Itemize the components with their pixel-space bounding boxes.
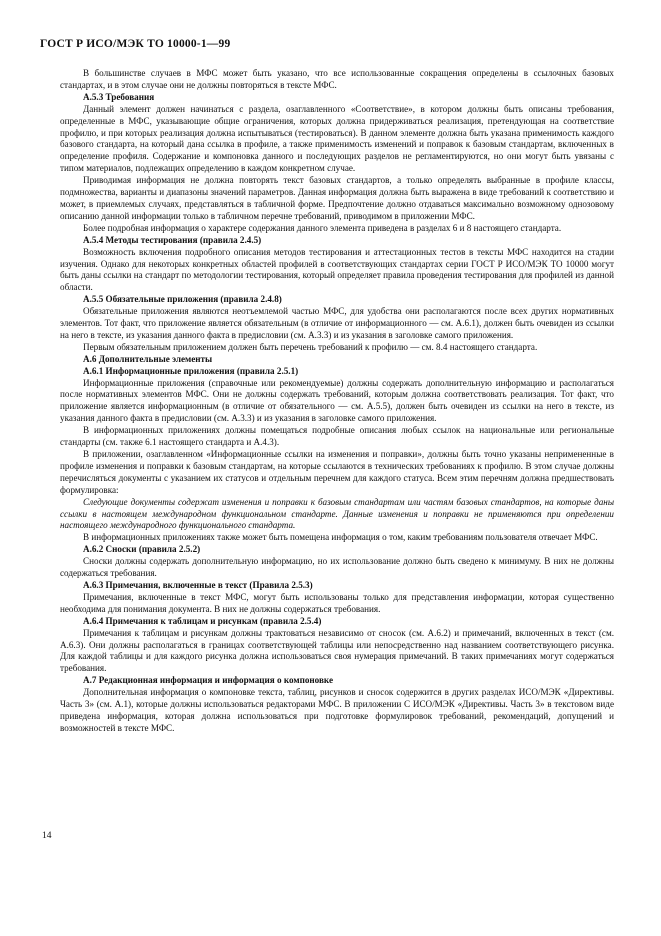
paragraph: Возможность включения подробного описания методов тестирования и аттестационных тестов в тексты МФС находится на стадии изучения. Однако для некоторых конкретных областей профилей в соответствующих стандартах серии ГОСТ Р ИСО/МЭК ТО 10000 могут быть даны ссылки на стандарт по методологии тестирования, который определяет правила проведения тестирования для профилей из данной области. [60,246,614,293]
document-page [40,38,614,735]
paragraph: Примечания к таблицам и рисункам должны трактоваться независимо от сносок (см. А.6.2) и примечаний, включенных в текст (см. А.6.3). Они должны располагаться в границах соответствующей таблицы или непосредственно над названием соответствующего рисунка. Для каждой таблицы и для каждого рисунка должна использоваться своя нумерация примечаний. В таких примечаниях могут содержаться требования. [60,627,614,674]
section-heading: А.6.1 Информационные приложения (правила 2.5.1) [83,365,299,376]
document-body [60,68,614,735]
paragraph: Более подробная информация о характере содержания данного элемента приведена в разделах 6 и 8 настоящего стандарта. [83,222,562,233]
section-heading: А.6.3 Примечания, включенные в текст (Правила 2.5.3) [83,579,313,590]
section-heading: А.6 Дополнительные элементы [83,353,213,364]
document-code-header: ГОСТ Р ИСО/МЭК ТО 10000-1—99 [40,38,231,50]
paragraph: Примечания, включенные в текст МФС, могут быть использованы только для представления информации, которая существенно необходима для понимания документа. В них не должны содержаться требования. [60,591,614,614]
paragraph: В информационных приложениях также может быть помещена информация о том, каким требованиям пользователя отвечает МФС. [83,532,598,543]
italic-paragraph: Следующие документы содержат изменения и поправки к базовым стандартам или частям базовых стандартов, на которые даны ссылки в настоящем международном функциональном стандарте. Данные изменения и поправки не применяются при определении настоящего международного функционального стандарта. [60,496,614,531]
section-heading: А.5.4 Методы тестирования (правила 2.4.5) [83,234,262,245]
paragraph: В большинстве случаев в МФС может быть указано, что все использованные сокращения определены в ссылочных базовых стандартах, и в этом случае они не должны повторяться в тексте МФС. [60,68,614,90]
paragraph: В приложении, озаглавленном «Информационные ссылки на изменения и поправки», должны быть точно указаны непримененные в профиле изменения и поправки к базовым стандартам, на которые ссылаются в технических требованиях к профилю. В этом случае должны перечисляться документы с указанием их статусов и отдельным перечнем для каждого статуса. Всем этим перечням должна предшествовать формулировка: [60,449,614,495]
section-heading: А.5.3 Требования [83,91,155,102]
page-number: 14 [42,831,52,841]
paragraph: Данный элемент должен начинаться с раздела, озаглавленного «Соответствие», в котором должны быть описаны требования, определенные в МФС, указывающие общие ограничения, которых должна придерживаться реализация, претендующая на соответствие профилю, и при которых реализация должна испытываться (тестироваться). В данном элементе должна быть указана применимость каждого базового стандарта, на который дана ссылка в профиле, а также применимость изменений и поправок к базовым стандартам, включенных в определение профиля. Содержание и компоновка данного и последующих разделов не регламентируются, но они могут быть увязаны с типом материалов, подлежащих определению в каждом конкретном случае. [60,103,614,174]
paragraph: Информационные приложения (справочные или рекомендуемые) должны содержать дополнительную информацию и располагаться после нормативных элементов МФС. Они не должны содержать требований, которым должна соответствовать реализация. Тот факт, что приложение является информационным (в отличие от обязательного — см. А.5.5), должен быть очевиден из ссылки на него в тексте, из указания данного факта в предисловии (см. А.3.3) и из указания в заголовке самого приложения. [60,377,614,424]
paragraph: Приводимая информация не должна повторять текст базовых стандартов, а только определять выбранные в профиле классы, подмножества, варианты и диапазоны значений параметров. Данная информация должна быть выражена в виде требований к соответствию и может, в приемлемых случаях, представляться в табличной форме. Предпочтение должно отдаваться максимально возможному однозовому описанию данной информации только в табличном перечне требований, приводимом в приложении МФС. [60,175,614,221]
paragraph: Первым обязательным приложением должен быть перечень требований к профилю — см. 8.4 настоящего стандарта. [83,341,538,352]
paragraph: Сноски должны содержать дополнительную информацию, но их использование должно быть сведено к минимуму. В них не должны содержаться требования. [60,556,614,579]
paragraph: Обязательные приложения являются неотъемлемой частью МФС, для удобства они располагаются после всех других нормативных элементов. Тот факт, что приложение является обязательным (в отличие от информационного — см. А.6.1), должен быть очевиден из ссылки на него в тексте, из указания данного факта в предисловии (см. А.3.3) и из указания в заголовке самого приложения. [60,306,614,340]
section-heading: А.6.4 Примечания к таблицам и рисункам (правила 2.5.4) [83,615,322,626]
paragraph: Дополнительная информация о компоновке текста, таблиц, рисунков и сносок содержится в других разделах ИСО/МЭК «Директивы. Часть 3» (см. А.1), которые должны использоваться редакторами МФС. В приложении С ИСО/МЭК «Директивы. Часть 3» в текстовом виде приведена информация, которая должна использоваться при подготовке формулировок требований, рекомендаций, допущений и возможностей в тексте МФС. [60,687,614,733]
section-heading: А.5.5 Обязательные приложения (правила 2.4.8) [83,294,282,305]
section-heading: А.6.2 Сноски (правила 2.5.2) [83,544,201,555]
paragraph: В информационных приложениях должны помещаться подробные описания любых ссылок на национальные или региональные стандарты (см. также 6.1 настоящего стандарта и А.4.3). [60,425,614,448]
section-heading: А.7 Редакционная информация и информация о компоновке [83,675,334,686]
